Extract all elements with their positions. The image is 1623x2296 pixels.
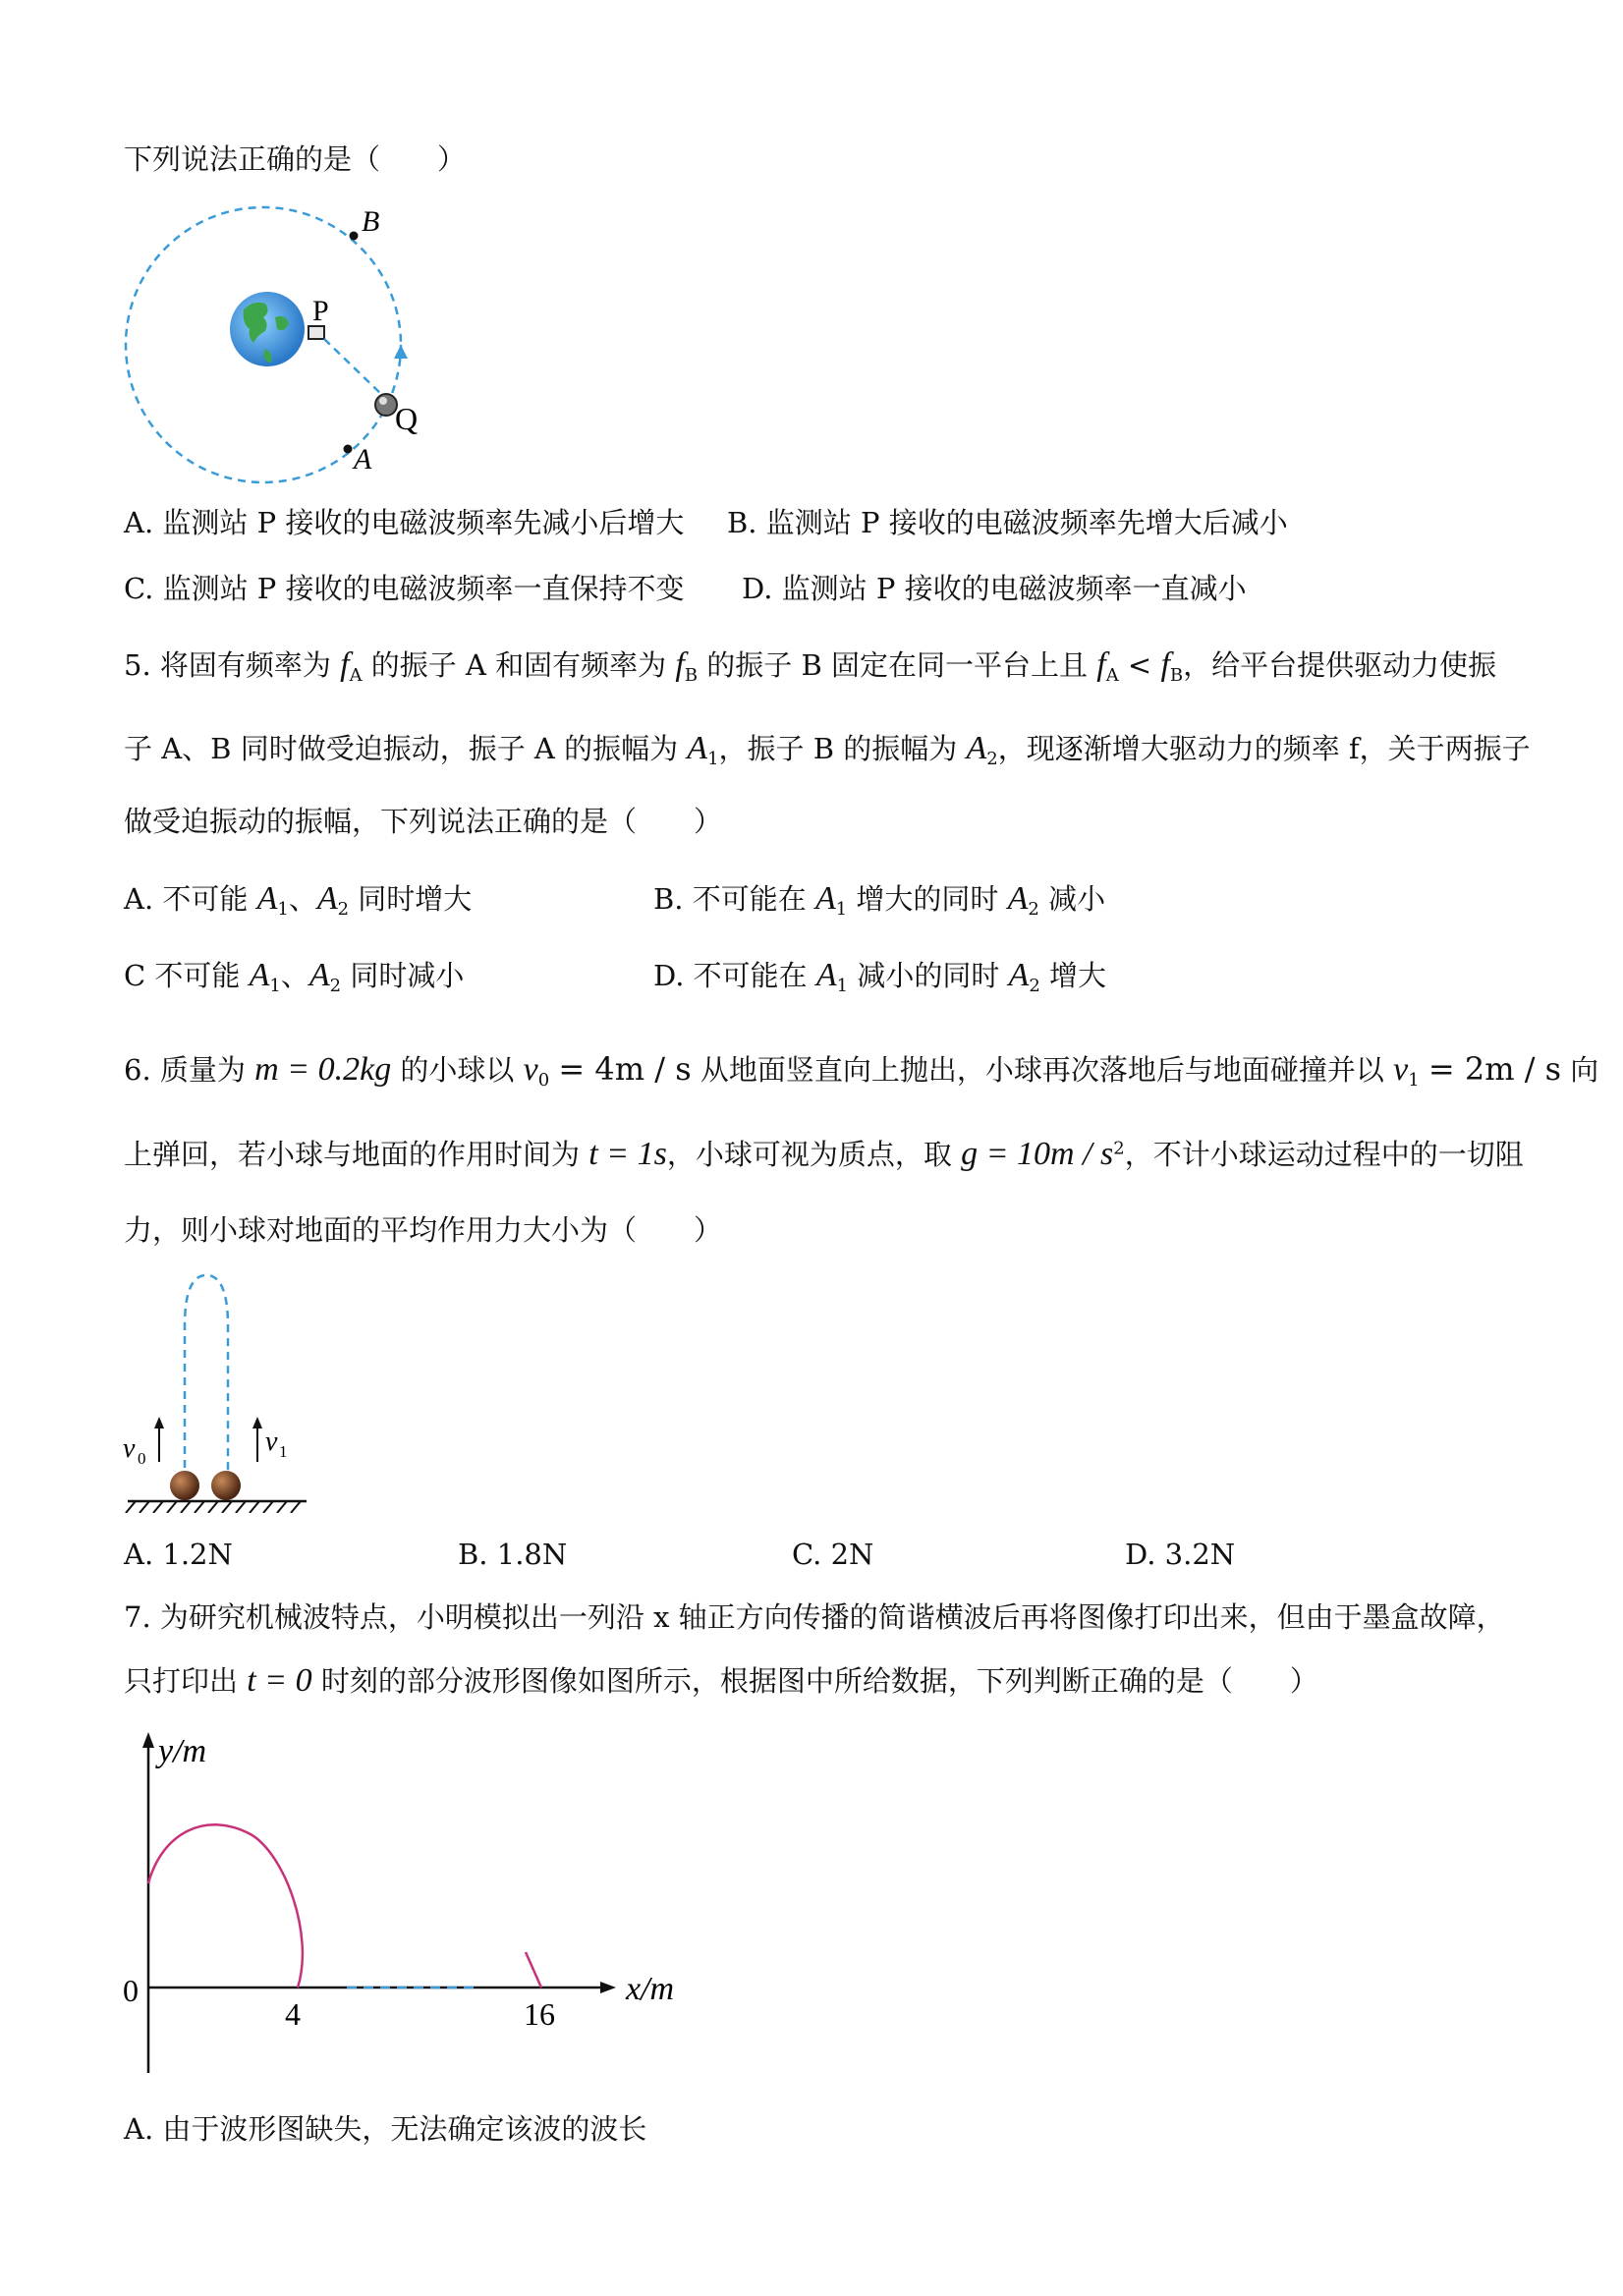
q5-option-c[interactable]: C 不可能 $A_1$、$A_2$ 同时减小: [124, 957, 465, 996]
point-b: [350, 232, 359, 241]
q7-wave-figure: [113, 1724, 702, 2078]
q5-option-a[interactable]: A. 不可能 $A_1$、$A_2$ 同时增大: [124, 880, 473, 920]
q6-stem-line1: 6. 质量为 m = 0.2kg 的小球以 $v_0 = 4m / s$ 从地面竖直向上抛出，小球再次落地后与地面碰撞并以 $v_1 = 2m / s$ 向: [124, 1050, 1599, 1091]
q4-orbit-figure: [118, 201, 432, 486]
label-b: B: [362, 205, 380, 238]
q5-option-d[interactable]: D. 不可能在 $A_1$ 减小的同时 $A_2$ 增大: [653, 957, 1106, 996]
label-a: A: [354, 443, 372, 476]
trajectory-path: [185, 1275, 228, 1482]
q7-stem-line2: 只打印出 t = 0 时刻的部分波形图像如图所示，根据图中所给数据，下列判断正确的是（ ）: [124, 1662, 1318, 1699]
x-axis-arrow-icon: [600, 1982, 616, 1993]
monitor-station-p: [308, 326, 324, 339]
label-p: P: [312, 295, 329, 327]
q4-stem-tail: 下列说法正确的是（ ）: [124, 142, 467, 176]
q6-stem-line3: 力，则小球对地面的平均作用力大小为（ ）: [124, 1213, 723, 1247]
q7-stem-line1: 7. 为研究机械波特点，小明模拟出一列沿 x 轴正方向传播的简谐横波后再将图像打印出来，但由于墨盒故障，: [124, 1600, 1505, 1634]
q4-option-c[interactable]: C. 监测站 P 接收的电磁波频率一直保持不变: [124, 572, 685, 605]
svg-text:x/m: x/m: [626, 1971, 675, 2007]
svg-text:v: v: [123, 1433, 136, 1464]
direction-arrow-icon: [394, 345, 408, 359]
ball-left: [170, 1471, 199, 1500]
svg-text:0: 0: [123, 1973, 139, 2008]
q6-option-d[interactable]: D. 3.2N: [1125, 1538, 1236, 1571]
svg-text:16: 16: [524, 1996, 555, 2032]
q6-bounce-figure: [118, 1267, 314, 1513]
q6-option-c[interactable]: C. 2N: [792, 1538, 874, 1571]
signal-line: [324, 339, 383, 396]
q4-option-a[interactable]: A. 监测站 P 接收的电磁波频率先减小后增大: [124, 506, 685, 539]
svg-text:1: 1: [279, 1442, 288, 1461]
ball-right: [211, 1471, 241, 1500]
q5-stem-line2: 子 A、B 同时做受迫振动，振子 A 的振幅为 $A_1$，振子 B 的振幅为 $A_2$，现逐渐增大驱动力的频率 f，关于两振子: [124, 730, 1531, 769]
wave-segment-left: [148, 1824, 303, 1988]
y-axis-arrow-icon: [142, 1732, 154, 1748]
earth-icon: [230, 292, 305, 366]
q5-stem-line1: 5. 将固有频率为 $f_A$ 的振子 A 和固有频率为 $f_B$ 的振子 B 固定在同一平台上且 $f_A < f_B$，给平台提供驱动力使振: [124, 646, 1497, 686]
svg-text:y/m: y/m: [158, 1733, 207, 1769]
q5-stem-line3: 做受迫振动的振幅，下列说法正确的是（ ）: [124, 805, 723, 838]
label-q: Q: [395, 401, 419, 436]
wave-segment-right: [526, 1952, 541, 1988]
svg-text:v: v: [265, 1427, 278, 1457]
q6-stem-line2: 上弹回，若小球与地面的作用时间为 t = 1s，小球可视为质点，取 $g = 10m / s^2$，不计小球运动过程中的一切阻: [124, 1136, 1524, 1172]
svg-text:4: 4: [285, 1996, 301, 2032]
q7-option-a[interactable]: A. 由于波形图缺失，无法确定该波的波长: [124, 2112, 647, 2146]
point-a: [344, 445, 353, 454]
svg-text:0: 0: [138, 1449, 146, 1468]
q6-option-a[interactable]: A. 1.2N: [124, 1538, 233, 1571]
q4-option-b[interactable]: B. 监测站 P 接收的电磁波频率先增大后减小: [727, 506, 1288, 539]
satellite-q: [375, 394, 397, 416]
q5-option-b[interactable]: B. 不可能在 $A_1$ 增大的同时 $A_2$ 减小: [653, 880, 1106, 920]
q6-option-b[interactable]: B. 1.8N: [458, 1538, 568, 1571]
q4-option-d[interactable]: D. 监测站 P 接收的电磁波频率一直减小: [742, 572, 1247, 605]
